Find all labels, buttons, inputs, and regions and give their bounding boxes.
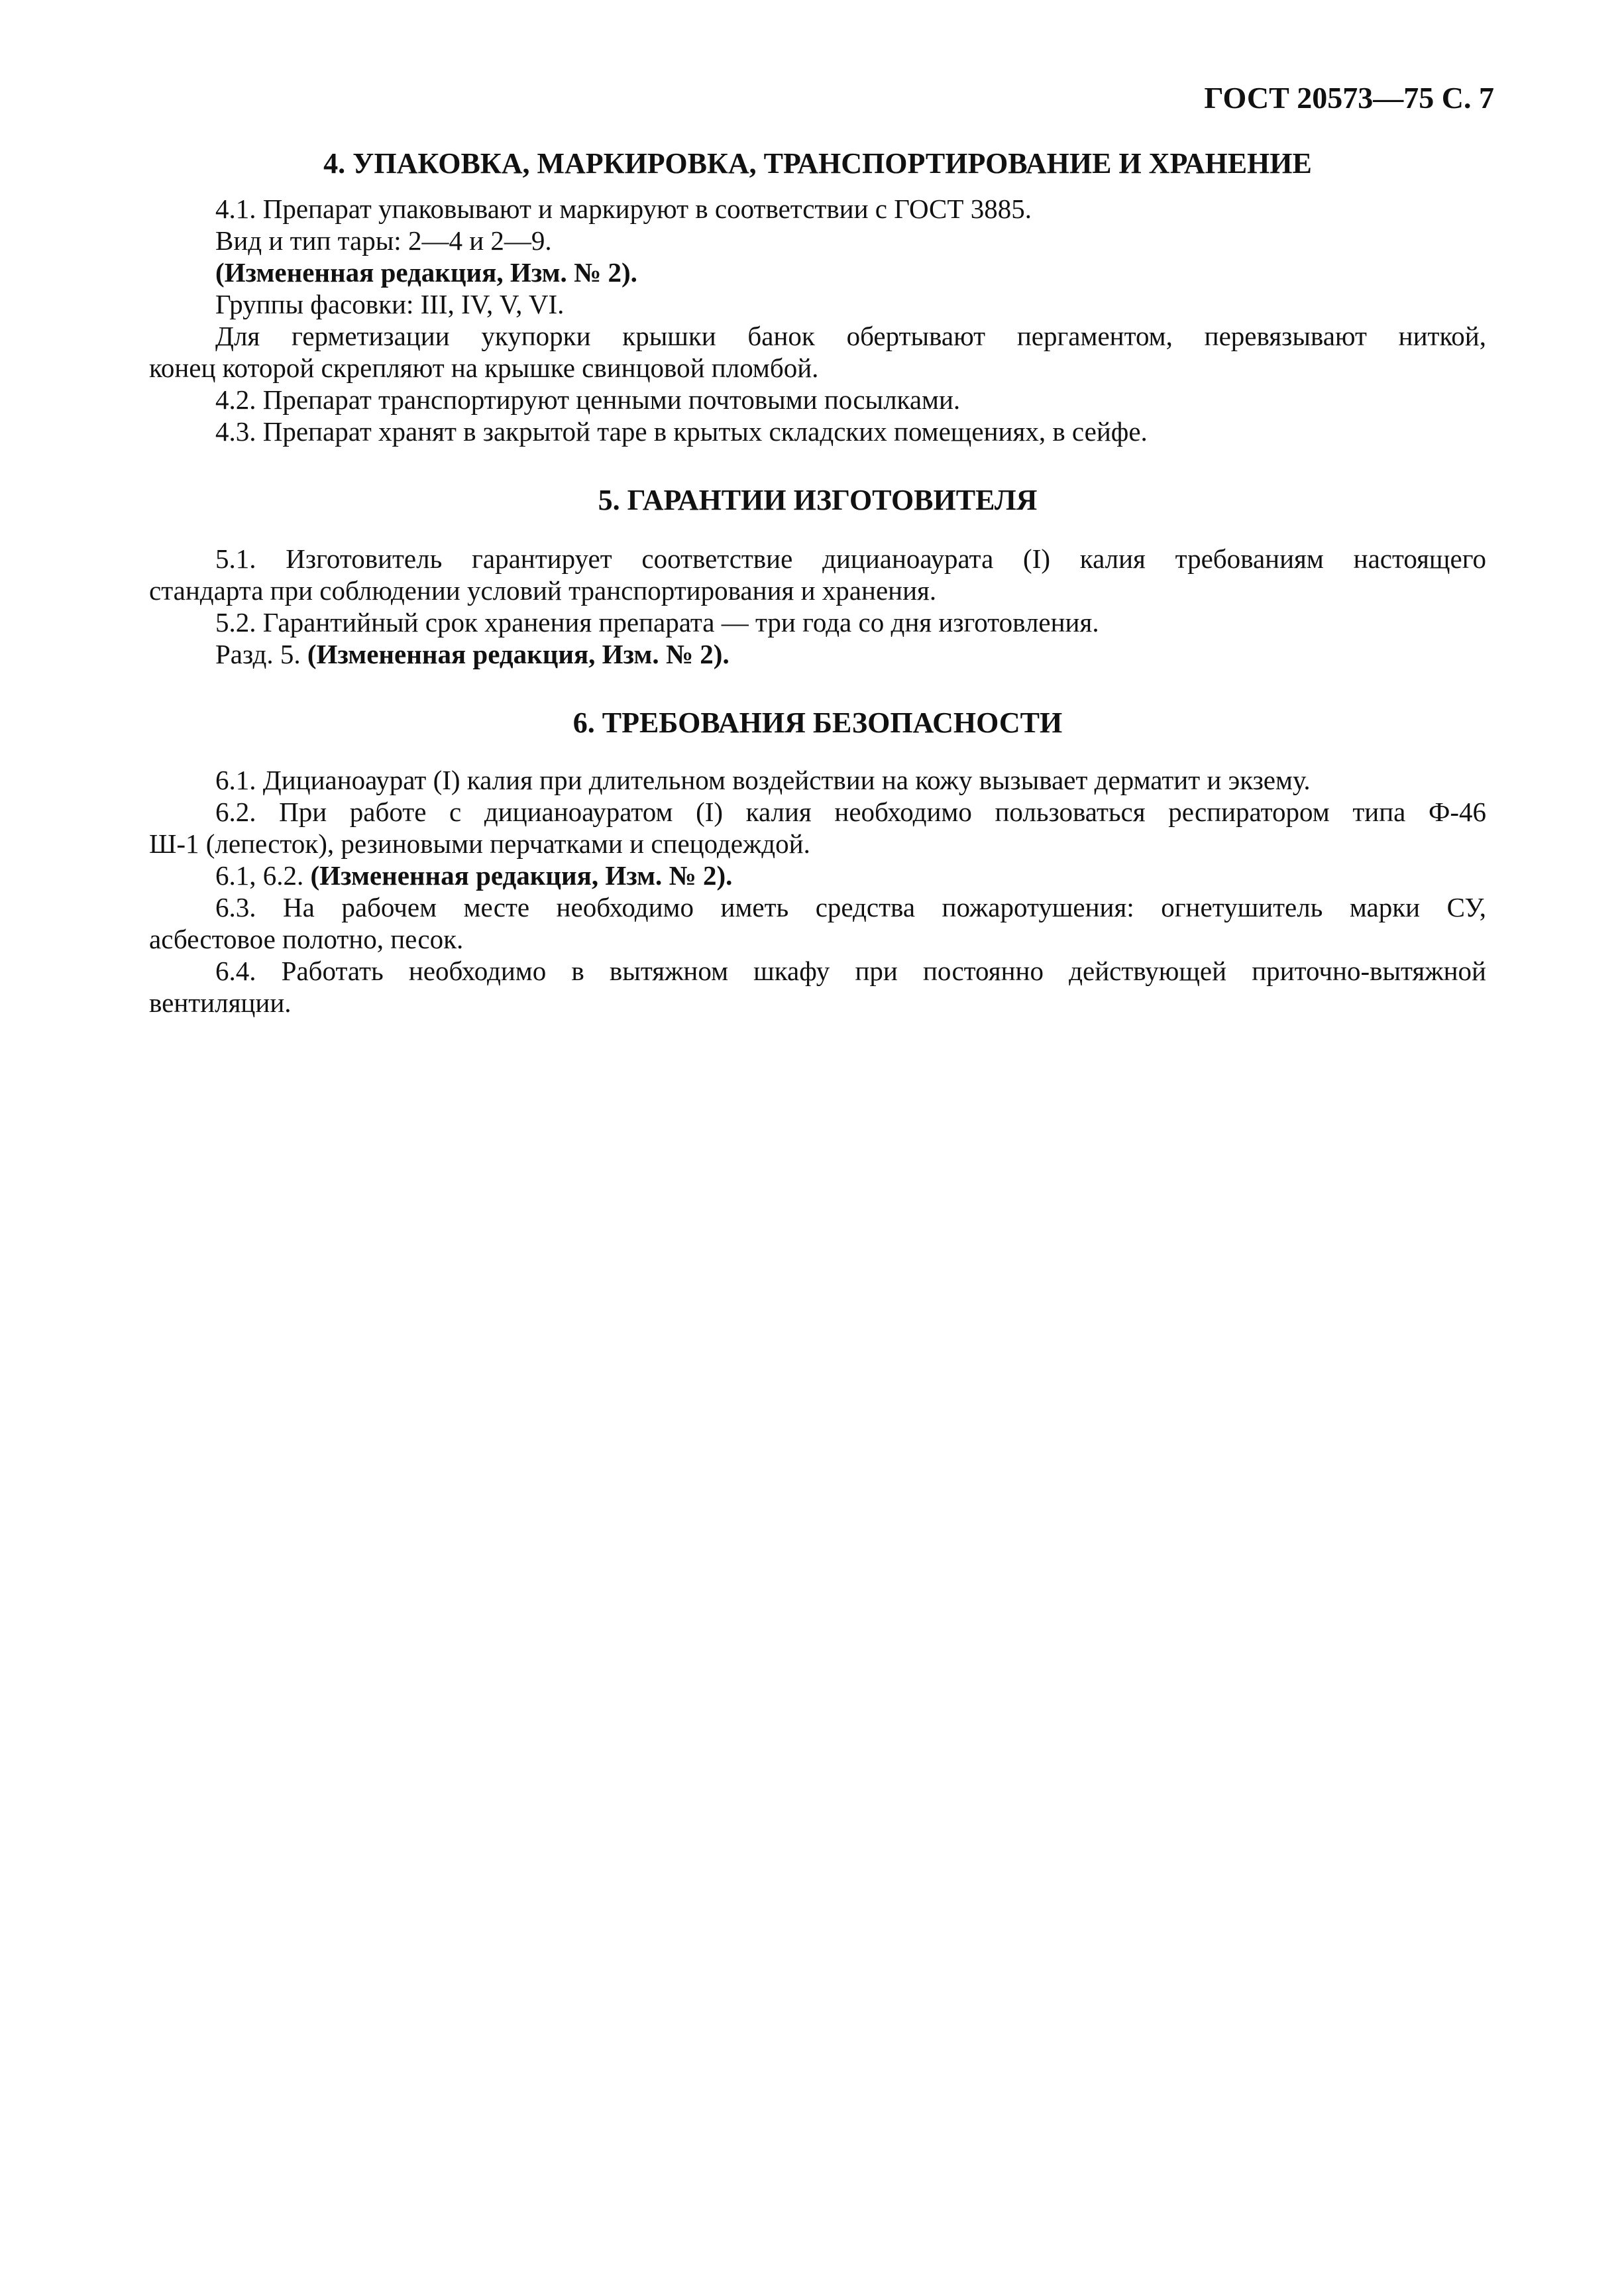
clause-5-2: 5.2. Гарантийный срок хранения препарата — три года со дня изготовления. [215,607,1099,638]
section-6-title: 6. ТРЕБОВАНИЯ БЕЗОПАСНОСТИ [572,706,1063,739]
packing-groups: Группы фасовки: III, IV, V, VI. [215,289,565,319]
amendment-note-6 [215,859,732,892]
amendment-note-6-prefix: 6.1, 6.2. [215,860,304,891]
amendment-note-6-text: (Измененная редакция, Изм. № 2). [310,860,733,891]
clause-6-4-line-1: 6.4. Работать необходимо в вытяжном шкафу при постоянно действующей приточно-вытяжной [215,956,1486,986]
sealing-text-line-1: Для герметизации укупорки крышки банок обертывают пергаментом, перевязывают ниткой, [215,321,1486,351]
tare-type: Вид и тип тары: 2—4 и 2—9. [215,225,552,256]
running-header: ГОСТ 20573—75 С. 7 [1204,81,1494,115]
clause-5-1-line-1: 5.1. Изготовитель гарантирует соответствие дицианоаурата (I) калия требованиям настоящего [215,543,1486,574]
clause-6-1: 6.1. Дицианоаурат (I) калия при длительном воздействии на кожу вызывает дерматит и экзему. [215,765,1311,795]
amendment-note-4: (Измененная редакция, Изм. № 2). [215,257,637,288]
clause-6-2-line-1: 6.2. При работе с дицианоауратом (I) калия необходимо пользоваться респиратором типа Ф-46 [215,797,1486,827]
clause-4-1: 4.1. Препарат упаковывают и маркируют в соответствии с ГОСТ 3885. [215,194,1032,224]
clause-6-4-line-2: вентиляции. [149,987,292,1018]
amendment-note-5 [215,638,730,671]
sealing-text-line-2: конец которой скрепляют на крышке свинцовой пломбой. [149,353,819,383]
clause-6-3-line-1: 6.3. На рабочем месте необходимо иметь средства пожаротушения: огнетушитель марки СУ, [215,892,1486,922]
amendment-note-5-prefix: Разд. 5. [215,639,301,669]
section-4-title: 4. УПАКОВКА, МАРКИРОВКА, ТРАНСПОРТИРОВАНИЕ И ХРАНЕНИЕ [323,147,1312,180]
clause-6-2-line-2: Ш-1 (лепесток), резиновыми перчатками и спецодеждой. [149,828,810,859]
amendment-note-5-text: (Измененная редакция, Изм. № 2). [307,639,730,669]
section-5-title: 5. ГАРАНТИИ ИЗГОТОВИТЕЛЯ [598,484,1038,516]
clause-4-3: 4.3. Препарат хранят в закрытой таре в крытых складских помещениях, в сейфе. [215,416,1148,447]
clause-6-3-line-2: асбестовое полотно, песок. [149,924,464,954]
clause-4-2: 4.2. Препарат транспортируют ценными почтовыми посылками. [215,384,961,415]
clause-5-1-line-2: стандарта при соблюдении условий транспортирования и хранения. [149,575,937,606]
